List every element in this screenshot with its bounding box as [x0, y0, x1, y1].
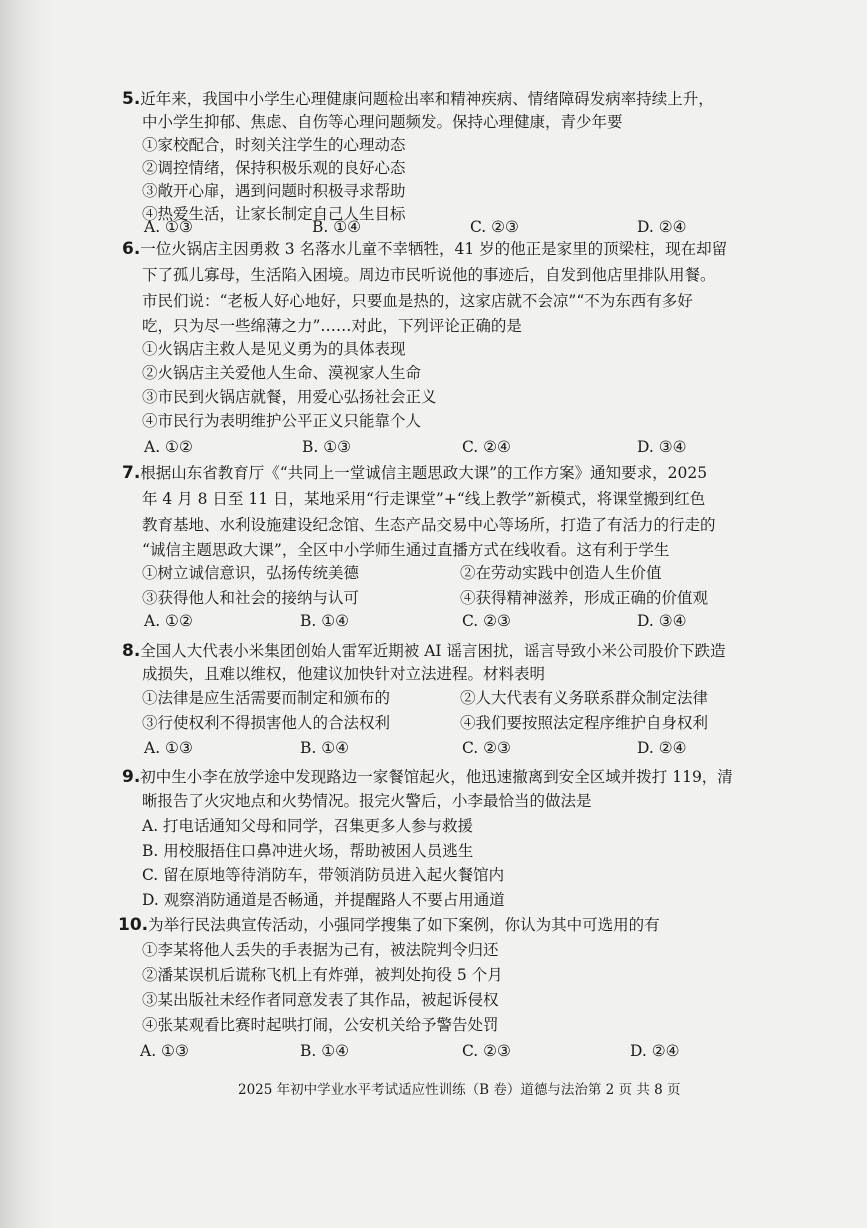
q5-option-d: D. ②④ [637, 218, 687, 236]
q8-option-b: B. ①④ [300, 739, 350, 757]
q7-stem-line-3: 教育基地、水利设施建设纪念馆、生态产品交易中心等场所，打造了有活力的行走的 [142, 516, 716, 534]
q6-item-1: ①火锅店主救人是见义勇为的具体表现 [142, 340, 406, 358]
q7-option-b: B. ①④ [300, 612, 350, 630]
q9-stem-line-2: 晰报告了火灾地点和火势情况。报完火警后，小李最恰当的做法是 [142, 792, 592, 810]
q7-option-d: D. ③④ [637, 612, 687, 630]
q6-option-a: A. ①② [144, 438, 193, 456]
q10-item-2: ②潘某误机后谎称飞机上有炸弹，被判处拘役 5 个月 [142, 966, 503, 984]
q5-item-2: ②调控情绪，保持积极乐观的良好心态 [142, 159, 406, 177]
q7-stem-line-4: “诚信主题思政大课”，全区中小学师生通过直播方式在线收看。这有利于学生 [142, 541, 670, 559]
q6-option-c: C. ②④ [462, 438, 511, 456]
q9-choice-a: A. 打电话通知父母和同学，召集更多人参与救援 [142, 817, 474, 835]
q6-stem-line-4: 吃，只为尽一些绵薄之力”……对此，下列评论正确的是 [142, 317, 522, 335]
q10-option-b: B. ①④ [300, 1042, 350, 1060]
q6-number: 6. [122, 239, 141, 259]
q8-option-c: C. ②③ [462, 739, 511, 757]
q5-item-1: ①家校配合，时刻关注学生的心理动态 [142, 136, 406, 154]
q10-item-4: ④张某观看比赛时起哄打闹，公安机关给予警告处罚 [142, 1016, 499, 1034]
page-footer: 2025 年初中学业水平考试适应性训练（B 卷）道德与法治第 2 页 共 8 页 [238, 1082, 681, 1098]
q5-stem-line-2: 中小学生抑郁、焦虑、自伤等心理问题频发。保持心理健康，青少年要 [142, 113, 623, 131]
q6-option-b: B. ①③ [302, 438, 352, 456]
q8-item-2: ②人大代表有义务联系群众制定法律 [460, 689, 709, 707]
q6-option-d: D. ③④ [637, 438, 687, 456]
q7-option-c: C. ②③ [462, 612, 511, 630]
q8-item-4: ④我们要按照法定程序维护自身权利 [460, 714, 709, 732]
q6-item-4: ④市民行为表明维护公平正义只能靠个人 [142, 412, 422, 430]
q7-item-4: ④获得精神滋养，形成正确的价值观 [460, 589, 709, 607]
q7-stem-line-2: 年 4 月 8 日至 11 日，某地采用“行走课堂”+“线上教学”新模式，将课堂搬到红色 [142, 490, 706, 508]
q9-choice-b: B. 用校服捂住口鼻冲进火场，帮助被困人员逃生 [142, 842, 474, 860]
q7-item-1: ①树立诚信意识，弘扬传统美德 [142, 564, 360, 582]
q5-option-b: B. ①④ [312, 218, 362, 236]
q7-option-a: A. ①② [144, 612, 193, 630]
q6-item-2: ②火锅店主关爱他人生命、漠视家人生命 [142, 364, 422, 382]
q10-stem-line-1: 10.为举行民法典宣传活动，小强同学搜集了如下案例，你认为其中可选用的有 [118, 915, 660, 935]
q8-number: 8. [122, 641, 141, 661]
q6-item-3: ③市民到火锅店就餐，用爱心弘扬社会正义 [142, 388, 437, 406]
q7-item-3: ③获得他人和社会的接纳与认可 [142, 589, 360, 607]
q9-choice-d: D. 观察消防通道是否畅通，并提醒路人不要占用通道 [142, 891, 505, 909]
q7-number: 7. [122, 463, 141, 483]
q6-stem-line-2: 下了孤儿寡母，生活陷入困境。周边市民听说他的事迹后，自发到他店里排队用餐。 [142, 266, 716, 284]
q9-choice-c: C. 留在原地等待消防车，带领消防员进入起火餐馆内 [142, 866, 505, 884]
q7-item-2: ②在劳动实践中创造人生价值 [460, 564, 662, 582]
q6-stem-line-3: 市民们说：“老板人好心地好，只要血是热的，这家店就不会凉”“不为东西有多好 [142, 292, 693, 310]
q8-item-3: ③行使权利不得损害他人的合法权利 [142, 714, 391, 732]
q8-stem-line-1: 8.全国人大代表小米集团创始人雷军近期被 AI 谣言困扰，谣言导致小米公司股价下跌造 [122, 641, 726, 661]
q8-stem-line-2: 成损失，且难以维权，他建议加快针对立法进程。材料表明 [142, 665, 546, 683]
q10-item-3: ③某出版社未经作者同意发表了其作品，被起诉侵权 [142, 991, 499, 1009]
q7-stem-line-1: 7.根据山东省教育厅《“共同上一堂诚信主题思政大课”的工作方案》通知要求，2025 [122, 463, 708, 483]
q5-number: 5. [122, 89, 141, 109]
q5-option-a: A. ①③ [144, 218, 193, 236]
q8-option-a: A. ①③ [144, 739, 193, 757]
q9-stem-line-1: 9.初中生小李在放学途中发现路边一家餐馆起火，他迅速撤离到安全区域并拨打 119，清 [122, 767, 733, 787]
q8-option-d: D. ②④ [637, 739, 687, 757]
q10-option-a: A. ①③ [140, 1042, 189, 1060]
q10-option-d: D. ②④ [630, 1042, 680, 1060]
q5-item-4: ④热爱生活，让家长制定自己人生目标 [142, 205, 406, 223]
q8-item-1: ①法律是应生活需要而制定和颁布的 [142, 689, 391, 707]
q5-stem-line-1: 5.近年来，我国中小学生心理健康问题检出率和精神疾病、情绪障碍发病率持续上升， [122, 89, 714, 109]
q9-number: 9. [122, 767, 141, 787]
q5-option-c: C. ②③ [470, 218, 519, 236]
q5-item-3: ③敞开心扉，遇到问题时积极寻求帮助 [142, 182, 406, 200]
q6-stem-line-1: 6.一位火锅店主因勇救 3 名落水儿童不幸牺牲，41 岁的他正是家里的顶梁柱，现在却留 [122, 239, 728, 259]
q10-option-c: C. ②③ [462, 1042, 511, 1060]
q10-item-1: ①李某将他人丢失的手表据为己有，被法院判令归还 [142, 941, 499, 959]
q10-number: 10. [118, 915, 149, 935]
